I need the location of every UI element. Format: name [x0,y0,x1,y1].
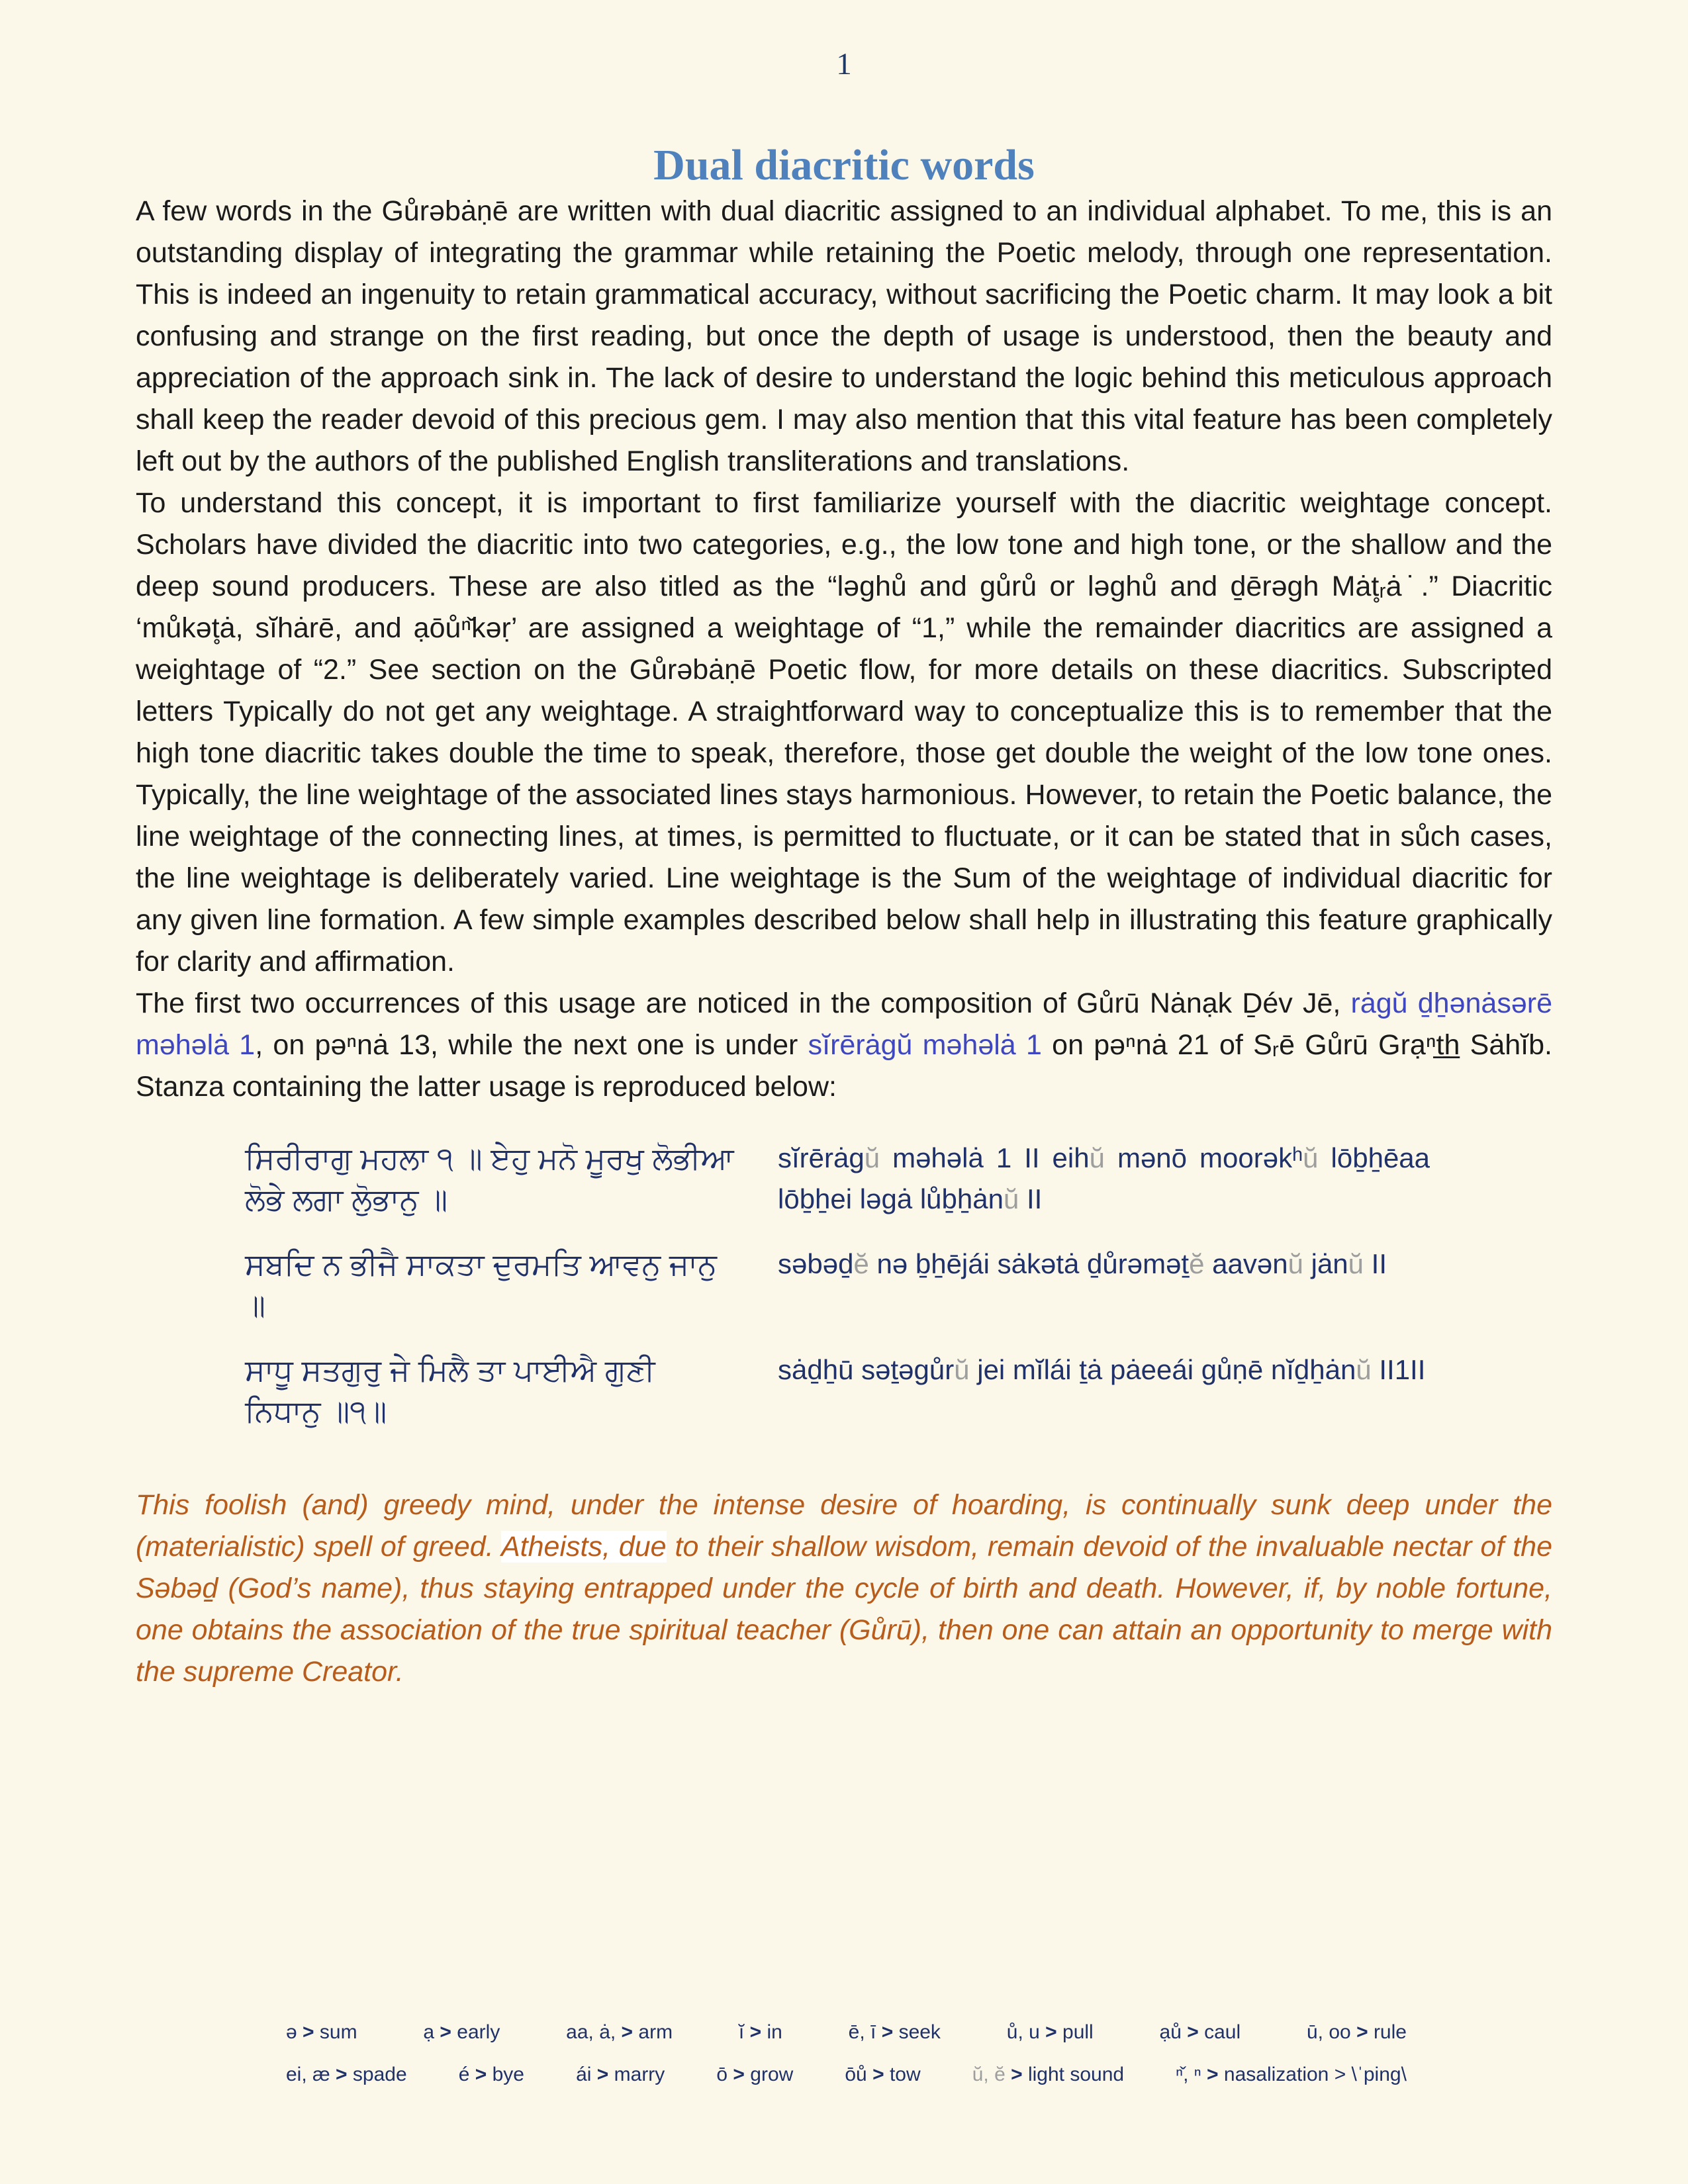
text-segment: ĕ [1189,1248,1205,1279]
text-segment: ĕ [853,1248,869,1279]
legend-item [972,2063,1124,2087]
legend-key: ĭ [738,2021,745,2043]
legend-separator: > [1005,2064,1028,2085]
legend-key: ⁿ̌, ⁿ [1176,2064,1201,2085]
link-phrase[interactable]: rȧgŭ ḏẖənȧsərē məhəlȧ 1 [136,987,1552,1061]
text-segment: lōḇẖēaa lōḇẖei ləgȧ lůḇẖȧn [778,1142,1430,1214]
legend-item [1307,2021,1407,2044]
text-segment: ŭ [1003,1183,1019,1214]
text-segment: to their shallow wisdom, remain devoid of the invaluable nectar of the Səbəḏ (God’s name), thus staying entrapped under the cycle of birth and death. However, if, by noble fortune, one obtains the association of the true spiritual teacher (Gůrū), then one can attain an opportunity to merge with the supreme Creator. [136,1530,1553,1688]
text-segment: , on pəⁿnȧ 13, while the next one is under [255,1028,808,1061]
legend-value: arm [638,2021,673,2043]
legend-separator: > [727,2064,751,2085]
text-segment: nə ḇẖējái sȧkətȧ ḏůrəməṯ [868,1248,1190,1279]
text-segment: The first two occurrences of this usage are noticed in the composition of Gůrū Nȧnạk Ḏév Jē, [136,987,1351,1019]
legend-item [576,2063,665,2087]
transliteration-line [778,1138,1430,1220]
legend-item [1007,2021,1094,2044]
legend-key: ē, ī [848,2021,876,2043]
legend-item [739,2021,782,2044]
text-segment: II [1364,1248,1387,1279]
text-segment: This foolish (and) greedy mind, under the intense desire of hoarding, is continually sunk deep under the (materialistic) spell of greed. [136,1488,1552,1563]
text-segment: ŭ [1089,1142,1105,1173]
text-segment: ŭ [1348,1248,1364,1279]
legend-item [849,2021,941,2044]
legend-value: grow [750,2064,794,2085]
legend-item [845,2063,920,2087]
translation-paragraph [136,1484,1552,1693]
text-segment: səbəḏ [778,1248,854,1279]
text-segment: ŭ [1288,1248,1303,1279]
legend-key: aa, ȧ, [566,2021,616,2043]
legend-key: ů, u [1006,2021,1040,2043]
gurmukhi-line: ਸਿਰੀਰਾਗੁ ਮਹਲਾ ੧ ॥ ਏਹੁ ਮਨੋ ਮੂਰਖੁ ਲੋਭੀਆ ਲੋਭੇ ਲਗਾ ਲੋੁਭਾਨੁ ॥ [245,1140,734,1216]
page-number: 1 [836,47,852,81]
text-segment: ŭ [1356,1353,1372,1385]
legend-value: pull [1062,2021,1094,2043]
text-segment: sȧḏẖū səṯəgůr [778,1353,955,1385]
gurmukhi-line: ਸਬਦਿ ਨ ਭੀਜੈ ਸਾਕਤਾ ਦੁਰਮਤਿ ਆਵਨੁ ਜਾਨੁ ॥ [245,1246,717,1322]
legend-value: light sound [1027,2064,1125,2085]
paragraph-intro: A few words in the Gůrəbȧṇē are written with dual diacritic assigned to an individual alphabet. To me, this is an outstanding display of integrating the grammar while retaining the Poetic melody, through one representation. This is indeed an ingenuity to retain grammatical accuracy, without sacrificing the Poetic charm. It may look a bit confusing and strange on the first reading, but once the depth of usage is understood, then the beauty and appreciation of the approach sink in. The lack of desire to understand the logic behind this meticulous approach shall keep the reader devoid of this precious gem. I may also mention that this vital feature has been completely left out by the authors of the published English transliterations and translations. [136,195,1552,477]
legend-separator: > [469,2064,492,2085]
legend-key: ə [286,2021,297,2043]
legend-item [716,2063,793,2087]
legend-item [1160,2021,1241,2044]
legend-separator: > [867,2064,890,2085]
legend-item [459,2063,524,2087]
legend-separator: > [876,2021,899,2043]
legend-separator: > [616,2021,639,2043]
text-segment: ŭ [1303,1142,1319,1173]
legend-value: nasalization > \ˈping\ [1223,2064,1407,2085]
legend-key: ō [716,2064,728,2085]
legend-value: marry [614,2064,665,2085]
legend-separator: > [1201,2064,1224,2085]
stanza-table [245,1138,1552,1432]
legend-key: ōů [845,2064,867,2085]
text-segment: ŭ [864,1142,880,1173]
legend-item [286,2021,357,2044]
transliteration-line [778,1244,1430,1326]
legend-key: ei, æ [286,2064,330,2085]
text-segment: aavən [1204,1248,1288,1279]
legend-item [286,2063,407,2087]
legend-separator: > [434,2021,457,2043]
legend-separator: > [297,2021,320,2043]
legend-value: rule [1373,2021,1407,2043]
link-phrase[interactable]: sĭrērȧgŭ məhəlȧ 1 [808,1028,1042,1061]
text-segment: mənō moorəkʰ [1104,1142,1303,1173]
legend-value: bye [492,2064,524,2085]
pronunciation-legend [286,2021,1407,2105]
legend-value: in [767,2021,782,2043]
text-segment: II1II [1371,1353,1426,1385]
legend-key: ạ [423,2021,435,2043]
legend-item [423,2021,500,2044]
legend-key: ū, oo [1307,2021,1351,2043]
legend-item [566,2021,673,2044]
legend-row [286,2021,1407,2044]
legend-separator: > [1350,2021,1374,2043]
text-segment: on pəⁿnȧ 21 of Sᵣē Gůrū Grạⁿt̲h̲ Sȧhĭb. Stanza containing the latter usage is reproduced below: [136,1028,1552,1103]
text-segment: jȧn [1303,1248,1348,1279]
transliteration-line [778,1349,1430,1432]
legend-separator: > [591,2064,614,2085]
text-segment: məhəlȧ 1 II eih [880,1142,1090,1173]
text-segment: Atheists, due [501,1530,667,1563]
text-segment: sĭrērȧg [778,1142,865,1173]
legend-item [1176,2063,1407,2087]
text-segment: jei mĭlái ṯȧ pȧeeái gůṇē nĭḏẖȧn [969,1353,1356,1385]
legend-value: caul [1204,2021,1241,2043]
document-title: Dual diacritic words [653,140,1035,189]
text-segment: II [1019,1183,1043,1214]
legend-key: é [458,2064,470,2085]
legend-key: ái [576,2064,592,2085]
legend-value: seek [898,2021,941,2043]
legend-row [286,2063,1407,2087]
legend-separator: > [1039,2021,1063,2043]
legend-separator: > [744,2021,767,2043]
paragraph-weightage-concept: To understand this concept, it is important to first familiarize yourself with the diacritic weightage concept. Scholars have divided the diacritic into two categories, e.g., the low tone and high tone, or the shallow and the deep sound producers. These are also titled as the “ləghů and gůrů or ləghů and ḏērəgh Mȧt̥ᵣȧ˙.” Diacritic ‘můkət̥ȧ, sĭhȧrē, and ạōůⁿ̌kəṛ’ are assigned a weightage of “1,” while the remainder diacritics are assigned a weightage of “2.” See section on the Gůrəbȧṇē Poetic flow, for more details on these diacritics. Subscripted letters Typically do not get any weightage. A straightforward way to conceptualize this is to remember that the high tone diacritic takes double the time to speak, therefore, those get double the weight of the low tone ones. Typically, the line weightage of the associated lines stays harmonious. However, to retain the Poetic balance, the line weightage of the connecting lines, at times, is permitted to fluctuate, or it can be stated that in sůch cases, the line weightage is deliberately varied. Line weightage is the Sum of the weightage of individual diacritic for any given line formation. A few simple examples described below shall help in illustrating this feature graphically for clarity and affirmation. [136,486,1552,978]
legend-value: sum [319,2021,357,2043]
legend-key: ŭ, ĕ [972,2064,1006,2085]
legend-value: tow [889,2064,921,2085]
text-segment: ŭ [954,1353,970,1385]
gurmukhi-line: ਸਾਧੂ ਸਤਗੁਰੁ ਜੇ ਮਿਲੈ ਤਾ ਪਾਈਐ ਗੁਣੀ ਨਿਧਾਨੁ ॥੧॥ [245,1352,655,1428]
legend-key: ạů [1159,2021,1182,2043]
legend-separator: > [330,2064,353,2085]
legend-value: early [457,2021,500,2043]
legend-value: spade [352,2064,407,2085]
paragraph-occurrences [136,983,1552,1108]
legend-separator: > [1181,2021,1205,2043]
